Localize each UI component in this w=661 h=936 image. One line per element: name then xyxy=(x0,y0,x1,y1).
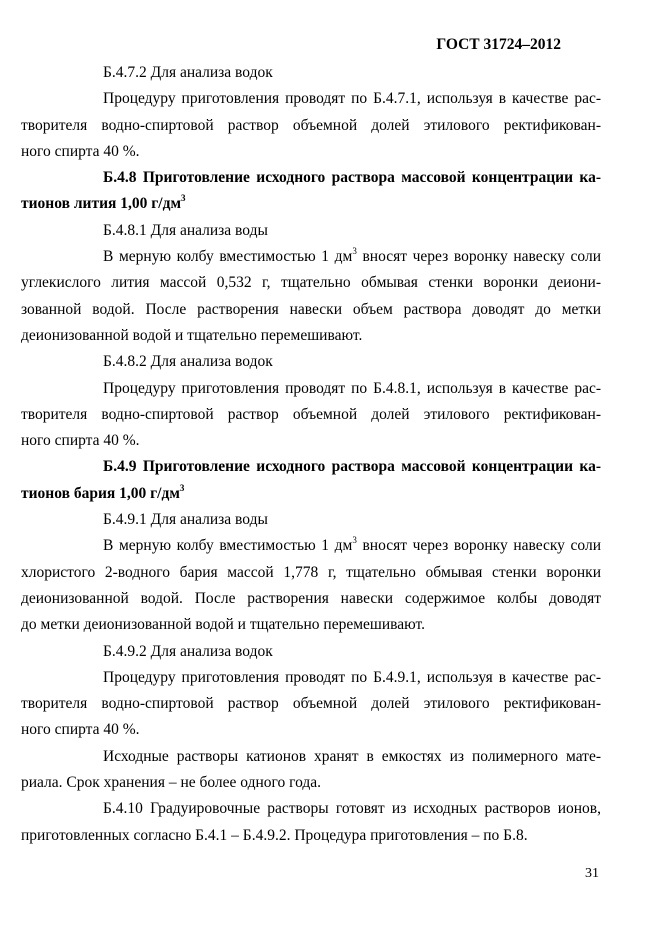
paragraph xyxy=(21,533,602,638)
text-line: Исходные растворы катионов хранят в емкостях из полимерного мате- xyxy=(103,747,601,765)
text-line: Процедуру приготовления проводят по Б.4.7.1, используя в качестве рас- xyxy=(103,90,601,108)
paragraph xyxy=(21,796,601,849)
text-line: Б.4.10 Градуировочные растворы готовят из исходных растворов ионов, xyxy=(103,800,601,818)
text-line: ного спирта 40 %. xyxy=(21,721,140,739)
paragraph-text: Б.4.8.1 Для анализа воды xyxy=(103,221,268,239)
subsection-heading xyxy=(62,507,601,533)
section-heading xyxy=(21,165,601,218)
text-line: зованной водой. После растворения навески объем раствора доводят до метки xyxy=(21,300,601,318)
text-line: деионизованной водой. После растворения навески содержимое колбы доводят xyxy=(21,589,601,607)
text-line: творителя водно-спиртовой раствор объемной долей этилового ректификован- xyxy=(21,116,601,134)
text-fragment: вносят через воронку навеску соли xyxy=(356,248,602,266)
paragraph xyxy=(21,665,601,744)
paragraph-text: Б.4.7.2 Для анализа водок xyxy=(103,64,273,81)
text-line: Б.4.9 Приготовление исходного раствора массовой концентрации ка- xyxy=(103,458,601,476)
text-line: творителя водно-спиртовой раствор объемной долей этилового ректификован- xyxy=(21,405,601,423)
section-heading xyxy=(21,454,601,507)
document-body xyxy=(21,60,602,849)
paragraph-text: Б.4.9.2 Для анализа водок xyxy=(103,642,273,660)
subsection-heading xyxy=(62,218,601,244)
superscript: 3 xyxy=(352,535,357,546)
text-line: Процедуру приготовления проводят по Б.4.9.1, используя в качестве рас- xyxy=(103,668,601,686)
text-line: риала. Срок хранения – не более одного года. xyxy=(21,774,322,792)
heading-text: тионов лития 1,00 г/дм xyxy=(21,195,182,213)
paragraph xyxy=(21,86,601,165)
text-line: до метки деионизованной водой и тщательно перемешивают. xyxy=(21,616,425,634)
superscript: 3 xyxy=(179,482,185,493)
superscript: 3 xyxy=(181,193,186,204)
text-line xyxy=(21,191,601,217)
text-line: хлористого 2-водного бария массой 1,778 г, тщательно обмывая стенки воронки xyxy=(21,563,601,581)
heading-text: тионов бария 1,00 г/дм xyxy=(21,484,180,502)
text-line: Процедуру приготовления проводят по Б.4.8.1, используя в качестве рас- xyxy=(103,379,601,397)
text-line: приготовленных согласно Б.4.1 – Б.4.9.2. Процедура приготовления – по Б.8. xyxy=(21,826,528,844)
paragraph xyxy=(21,244,602,349)
superscript: 3 xyxy=(352,245,357,256)
document-header: ГОСТ 31724–2012 xyxy=(436,36,561,53)
paragraph-text: Б.4.8.2 Для анализа водок xyxy=(103,353,273,371)
text-line: деионизованной водой и тщательно перемешивают. xyxy=(21,326,363,344)
subsection-heading xyxy=(62,60,601,86)
text-line: ного спирта 40 %. xyxy=(21,142,140,160)
paragraph xyxy=(21,744,601,797)
text-fragment: В мерную колбу вместимостью 1 дм xyxy=(103,248,353,266)
page-number: 31 xyxy=(585,866,599,881)
text-fragment: В мерную колбу вместимостью 1 дм xyxy=(103,537,353,555)
text-line: ного спирта 40 %. xyxy=(21,432,140,450)
subsection-heading xyxy=(62,349,601,375)
text-line: Б.4.8 Приготовление исходного раствора массовой концентрации ка- xyxy=(103,169,601,187)
text-line: творителя водно-спиртовой раствор объемной долей этилового ректификован- xyxy=(21,695,601,713)
text-line: углекислого лития массой 0,532 г, тщательно обмывая стенки воронки деиони- xyxy=(21,274,601,292)
text-line xyxy=(21,481,601,507)
subsection-heading xyxy=(62,639,601,665)
text-line xyxy=(62,244,601,270)
text-fragment: вносят через воронку навеску соли xyxy=(356,537,602,555)
paragraph xyxy=(21,376,601,455)
paragraph-text: Б.4.9.1 Для анализа воды xyxy=(103,511,268,529)
text-line xyxy=(62,533,601,559)
